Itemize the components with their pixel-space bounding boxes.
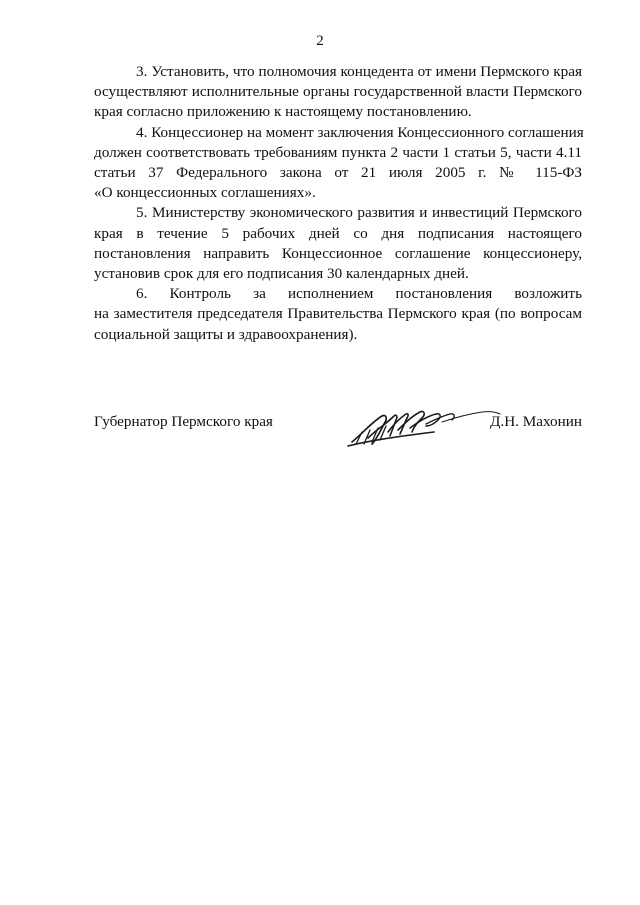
paragraph-line: 4. Концессионер на момент заключения Концессионного соглашения xyxy=(136,123,584,141)
signatory-position: Губернатор Пермского края xyxy=(94,413,273,430)
paragraph-line: постановления направить Концессионное соглашение концессионеру, xyxy=(94,244,582,262)
paragraph-6 xyxy=(94,284,582,345)
paragraph-line: «О концессионных соглашениях». xyxy=(94,184,316,202)
paragraph-line: на заместителя председателя Правительства Пермского края (по вопросам xyxy=(94,305,582,323)
page-number: 2 xyxy=(316,33,324,49)
signature-block xyxy=(94,412,582,452)
document-body xyxy=(94,62,582,345)
paragraph-line: социальной защиты и здравоохранения). xyxy=(94,325,358,343)
paragraph-line: 6. Контроль за исполнением постановления возложить xyxy=(136,285,582,303)
paragraph-line: осуществляют исполнительные органы государственной власти Пермского xyxy=(94,83,582,101)
paragraph-line: 3. Установить, что полномочия концедента от имени Пермского края xyxy=(136,63,582,80)
paragraph-line: установив срок для его подписания 30 календарных дней. xyxy=(94,265,469,283)
signatory-name: Д.Н. Махонин xyxy=(490,413,582,430)
paragraph-line: края в течение 5 рабочих дней со дня подписания настоящего xyxy=(94,224,582,242)
paragraph-line: статьи 37 Федерального закона от 21 июля 2005 г. № 115-ФЗ xyxy=(94,164,582,182)
paragraph-line: должен соответствовать требованиям пункта 2 части 1 статьи 5, части 4.11 xyxy=(94,143,582,161)
paragraph-5 xyxy=(94,203,582,284)
paragraph-3 xyxy=(94,62,582,123)
handwritten-signature xyxy=(342,402,502,452)
paragraph-4 xyxy=(94,123,582,204)
paragraph-line: края согласно приложению к настоящему постановлению. xyxy=(94,103,472,121)
paragraph-line: 5. Министерству экономического развития и инвестиций Пермского xyxy=(136,204,582,222)
